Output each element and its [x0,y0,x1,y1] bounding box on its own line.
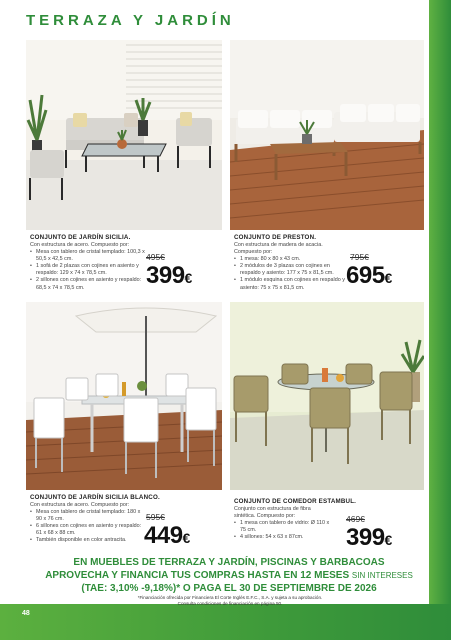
description-intro: Con estructura de acero. Compuesto por: [30,242,130,248]
section-title: TERRAZA Y JARDÍN [26,12,235,29]
banner-line-2-main: APROVECHA Y FINANCIA TUS COMPRAS HASTA EN 12 MESES [45,570,350,581]
spec-item: • 1 sofá de 2 plazas con cojines en asiento y respaldo: 129 x 74 x 78,5 cm. [36,263,146,277]
price-currency: € [384,532,392,548]
product-title: CONJUNTO DE PRESTON. [234,234,317,241]
product-description [234,242,346,292]
banner-line-1: EN MUEBLES DE TERRAZA Y JARDÍN, PISCINAS Y BARBACOAS [73,557,385,568]
product-card-estambul[interactable] [230,302,424,552]
product-description [30,502,144,545]
spec-item: • También disponible en color antracita. [36,537,144,544]
fineprint-line-1: *Financiación ofrecida por Financiera El Corte Inglés E.F.C., S.A. y sujeta a su aprobación. [137,595,323,600]
financing-fineprint [40,595,420,607]
spec-item: • 2 sillones con cojines en asiento y respaldo: 68,5 x 74 x 78,5 cm. [36,277,146,291]
spec-item: • Mesa con tablero de cristal templado: 100,3 x 50,5 x 42,5 cm. [36,249,146,263]
price-currency: € [184,270,192,286]
old-price: 495€ [146,252,165,262]
preston-set-photo [230,40,424,230]
garden-set-photo [26,40,222,230]
description-intro: Conjunto con estructura de fibra sintética. Compuesto por: [234,506,311,520]
banner-line-3: (TAE: 3,10% -9,18%)* O PAGA EL 30 DE SEPTIEMBRE DE 2026 [81,583,377,594]
description-intro: Con estructura de acero. Compuesto por: [30,502,130,508]
sale-price [346,524,392,552]
spec-item: • 1 mesa: 80 x 80 x 43 cm. [240,256,346,263]
estambul-set-photo [230,302,424,490]
dining-set-photo [26,302,222,490]
spec-item: • 6 sillones con cojines en asiento y respaldo: 61 x 68 x 88 cm. [36,523,144,537]
price-amount: 449 [144,522,183,549]
product-description [234,506,332,541]
product-card-sicilia-blanco[interactable] [26,302,222,552]
product-photo [26,302,222,490]
product-card-preston[interactable] [230,40,424,298]
banner-line-2 [34,569,424,582]
spec-item: • 1 módulo esquina con cojines en respaldo y asiento: 75 x 75 x 81,5 cm. [240,277,346,291]
banner-line-2-suffix: SIN INTERESES [351,571,413,580]
page-number: 48 [22,610,30,617]
sale-price [346,262,392,290]
price-amount: 399 [346,524,385,551]
spec-item: • 2 módulos de 3 plazas con cojines en respaldo y asiento: 177 x 75 x 81,5 cm. [240,263,346,277]
product-title: CONJUNTO DE COMEDOR ESTAMBUL. [234,498,357,505]
financing-banner [34,556,424,595]
green-bottom-strip [0,604,451,640]
price-currency: € [182,530,190,546]
product-title: CONJUNTO DE JARDÍN SICILIA. [30,234,131,241]
spec-item: • 1 mesa con tablero de vidrio: Ø 110 x 75 cm. [240,520,332,534]
product-photo [230,40,424,230]
spec-item: • 4 sillones: 54 x 63 x 87cm. [240,534,332,541]
product-card-sicilia[interactable] [26,40,222,298]
sale-price [144,522,190,550]
product-photo [26,40,222,230]
fineprint-line-2: Consulta condiciones de financiación en página 50. [177,601,283,606]
green-side-strip [429,0,451,640]
description-intro: Con estructura de madera de acacia. Compuesto por: [234,242,323,256]
old-price: 795€ [350,252,369,262]
sale-price [146,262,192,290]
old-price: 469€ [346,514,365,524]
spec-item: • Mesa con tablero de cristal templado: 180 x 90 x 76 cm. [36,509,144,523]
price-amount: 695 [346,262,385,289]
product-title: CONJUNTO DE JARDÍN SICILIA BLANCO. [30,494,160,501]
product-photo [230,302,424,490]
old-price: 595€ [146,512,165,522]
price-currency: € [384,270,392,286]
price-amount: 399 [146,262,185,289]
product-description [30,242,146,292]
